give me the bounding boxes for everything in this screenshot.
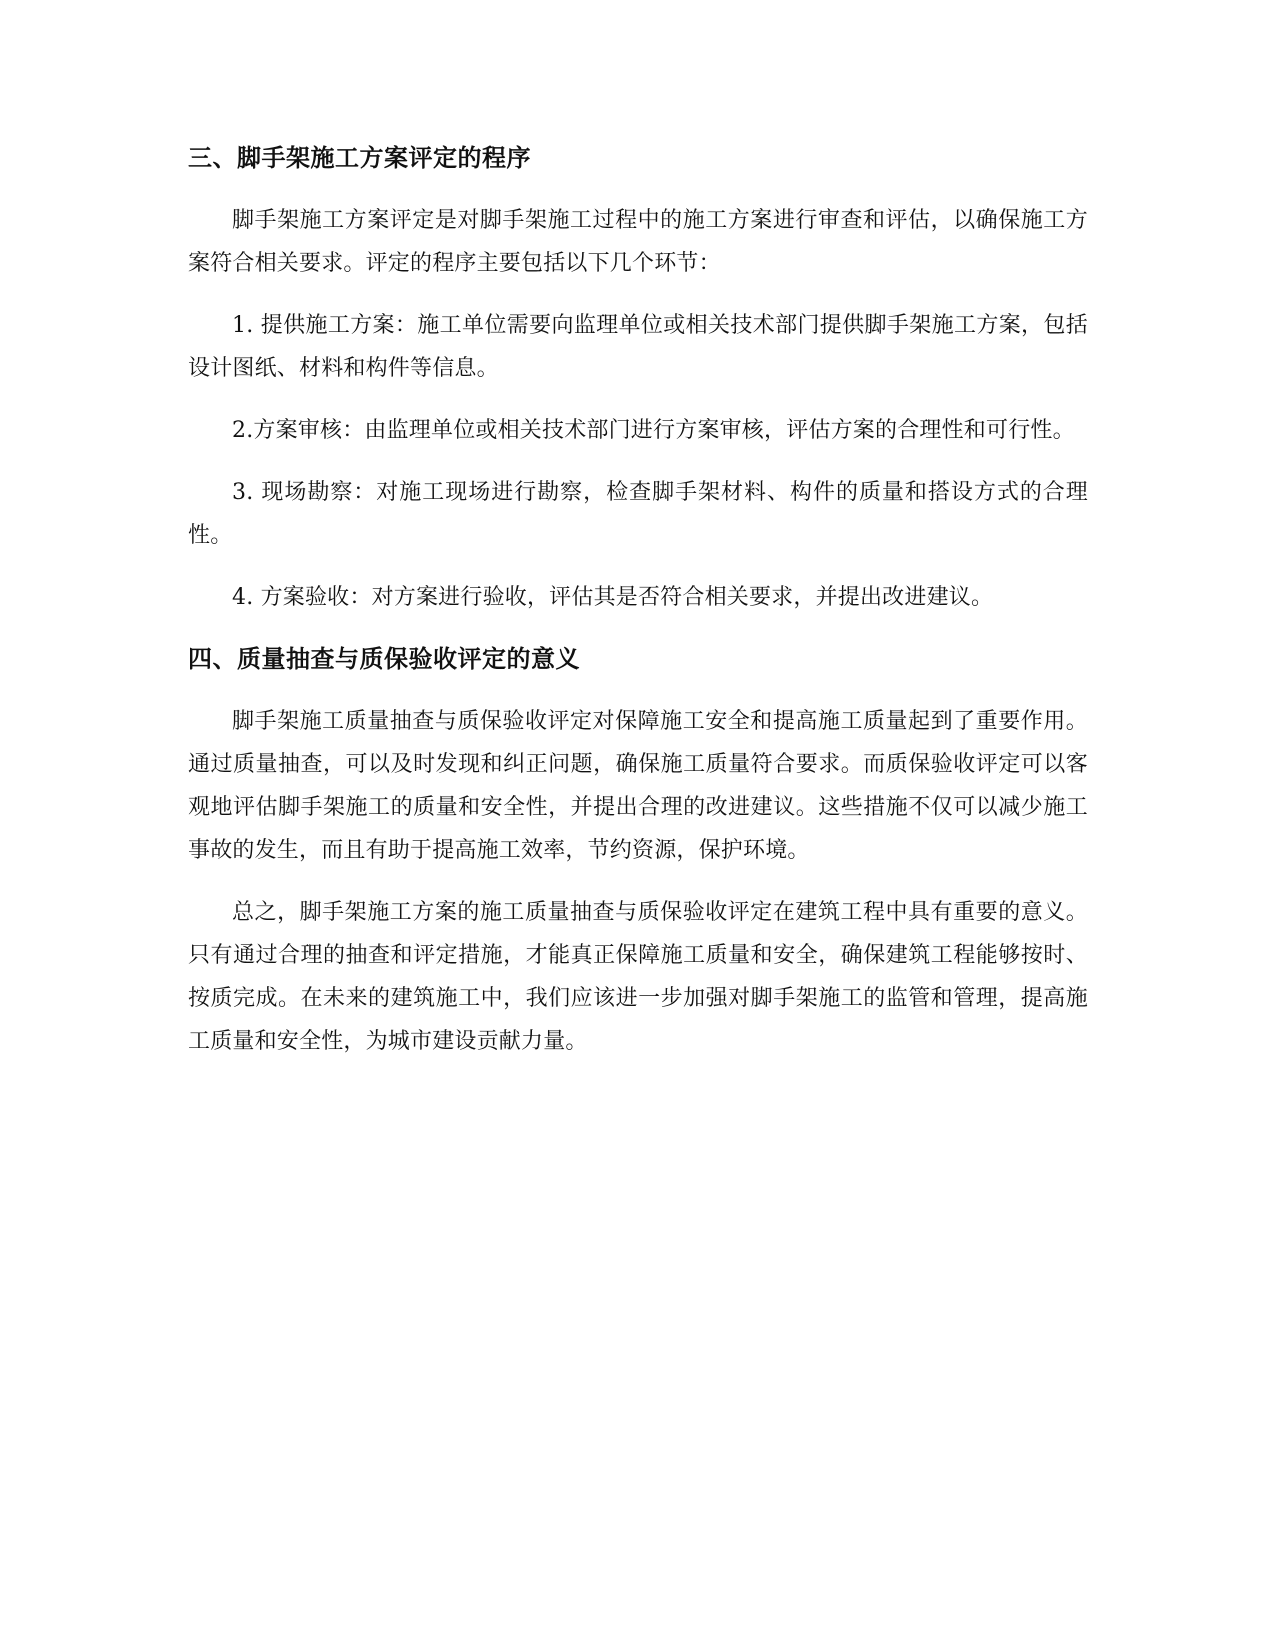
step-4-paragraph: 4. 方案验收：对方案进行验收，评估其是否符合相关要求，并提出改进建议。 xyxy=(232,585,994,610)
section-3-intro-paragraph: 脚手架施工方案评定是对脚手架施工过程中的施工方案进行审查和评估，以确保施工方案符合相关要求。评定的程序主要包括以下几个环节： xyxy=(188,208,1088,276)
section-4-significance-paragraph: 脚手架施工质量抽查与质保验收评定对保障施工安全和提高施工质量起到了重要作用。通过质量抽查，可以及时发现和纠正问题，确保施工质量符合要求。而质保验收评定可以客观地评估脚手架施工的质量和安全性，并提出合理的改进建议。这些措施不仅可以减少施工事故的发生，而且有助于提高施工效率，节约资源，保护环境。 xyxy=(188,709,1088,863)
section-heading-4: 四、质量抽查与质保验收评定的意义 xyxy=(188,645,580,673)
document-body xyxy=(188,140,1088,1082)
step-3-paragraph: 3. 现场勘察：对施工现场进行勘察，检查脚手架材料、构件的质量和搭设方式的合理性。 xyxy=(188,480,1088,548)
section-heading-3: 三、脚手架施工方案评定的程序 xyxy=(188,144,531,172)
step-1-paragraph: 1. 提供施工方案：施工单位需要向监理单位或相关技术部门提供脚手架施工方案，包括设计图纸、材料和构件等信息。 xyxy=(188,313,1088,381)
step-2-paragraph: 2.方案审核：由监理单位或相关技术部门进行方案审核，评估方案的合理性和可行性。 xyxy=(232,418,1075,443)
conclusion-paragraph: 总之，脚手架施工方案的施工质量抽查与质保验收评定在建筑工程中具有重要的意义。只有通过合理的抽查和评定措施，才能真正保障施工质量和安全，确保建筑工程能够按时、按质完成。在未来的建筑施工中，我们应该进一步加强对脚手架施工的监管和管理，提高施工质量和安全性，为城市建设贡献力量。 xyxy=(188,900,1088,1054)
